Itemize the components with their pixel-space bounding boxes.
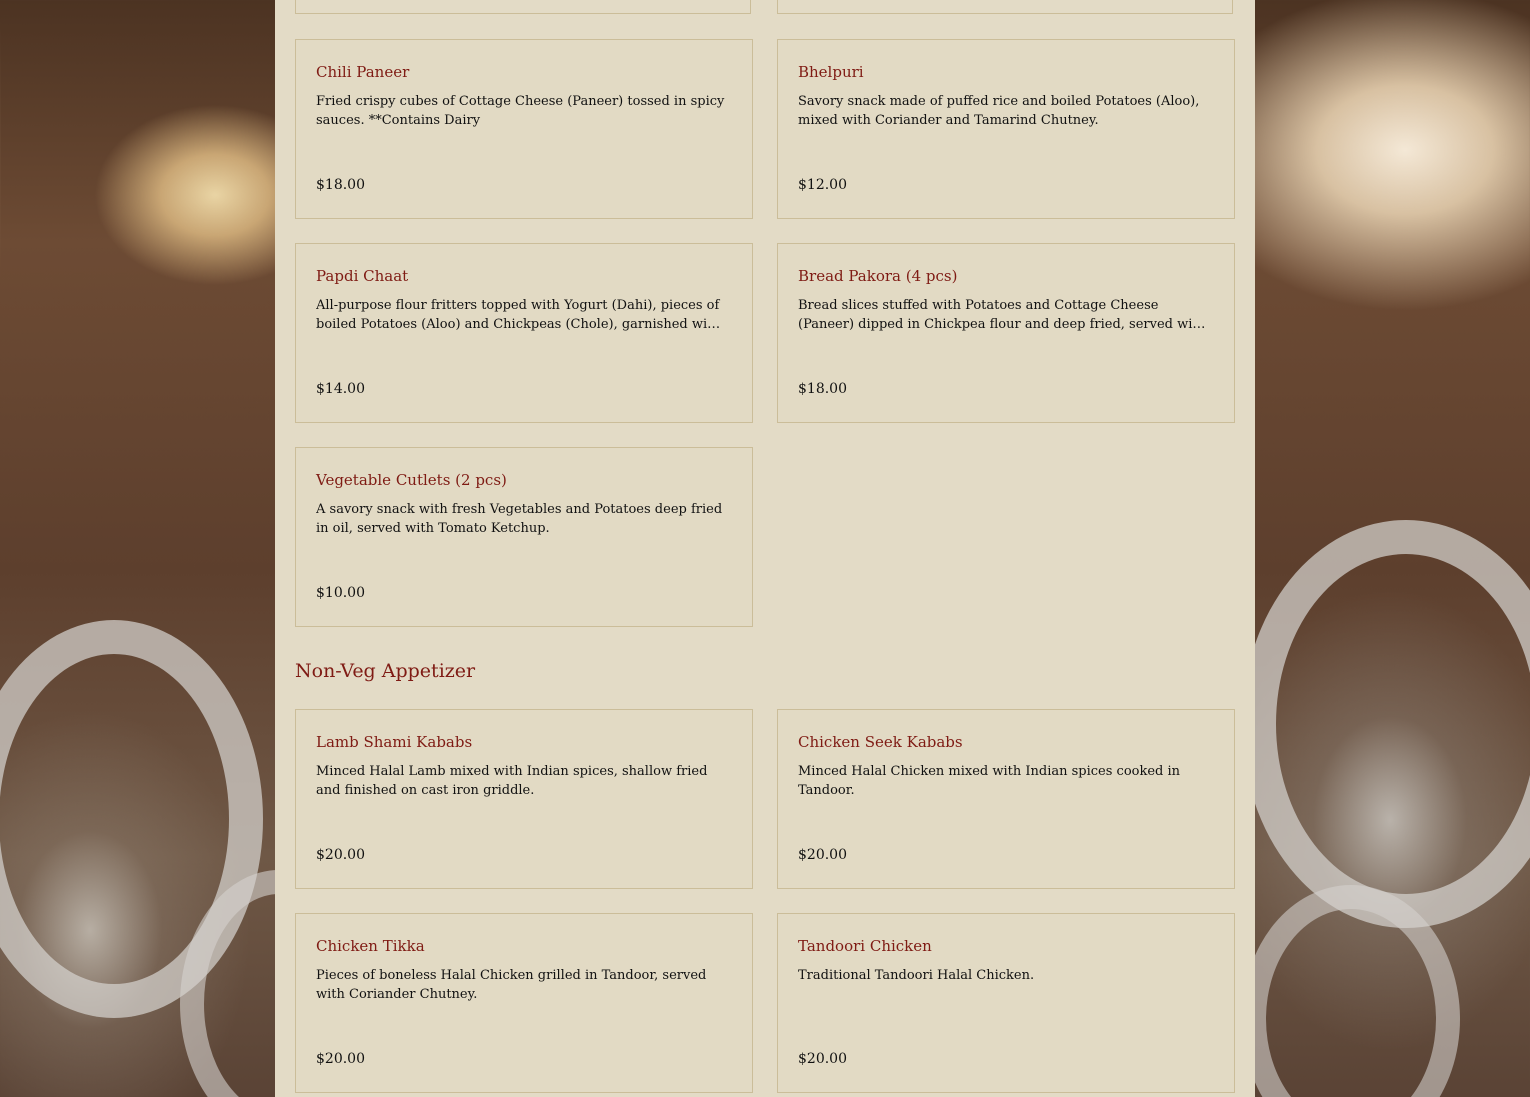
- menu-item-description: Fried crispy cubes of Cottage Cheese (Paneer) tossed in spicy sauces. **Contains Dairy: [316, 94, 725, 128]
- background-swirl-right-small: [1242, 885, 1460, 1097]
- menu-item-price: $18.00: [798, 381, 847, 397]
- section-title-non-veg-appetizer: Non-Veg Appetizer: [295, 660, 476, 682]
- partial-menu-card-left[interactable]: [295, 0, 751, 14]
- veg-appetizer-grid: [295, 39, 1235, 627]
- menu-item-card-chicken-seek-kababs[interactable]: [777, 709, 1235, 889]
- menu-item-description: All-purpose flour fritters topped with Yogurt (Dahi), pieces of boiled Potatoes (Aloo) and Chickpeas (Chole), garnished wi…: [316, 298, 721, 332]
- menu-item-price: $14.00: [316, 381, 365, 397]
- partial-menu-card-right[interactable]: [777, 0, 1233, 14]
- menu-item-price: $20.00: [798, 1051, 847, 1067]
- menu-content: [275, 0, 1255, 1093]
- menu-item-card-chili-paneer[interactable]: [295, 39, 753, 219]
- menu-item-title: Chili Paneer: [316, 63, 410, 81]
- menu-item-title: Chicken Seek Kababs: [798, 733, 963, 751]
- menu-item-title: Tandoori Chicken: [798, 937, 932, 955]
- menu-item-title: Bhelpuri: [798, 63, 864, 81]
- non-veg-appetizer-grid: [295, 709, 1235, 1093]
- menu-item-title: Chicken Tikka: [316, 937, 425, 955]
- menu-item-description: A savory snack with fresh Vegetables and Potatoes deep fried in oil, served with Tomato Ketchup.: [316, 502, 723, 536]
- menu-item-price: $12.00: [798, 177, 847, 193]
- menu-item-card-lamb-shami-kababs[interactable]: [295, 709, 753, 889]
- menu-item-card-bhelpuri[interactable]: [777, 39, 1235, 219]
- menu-item-description: Bread slices stuffed with Potatoes and Cottage Cheese (Paneer) dipped in Chickpea flour and deep fried, served wi…: [798, 298, 1206, 332]
- menu-item-price: $20.00: [316, 847, 365, 863]
- background-swirl-left-large: [0, 620, 263, 1018]
- menu-item-price: $20.00: [798, 847, 847, 863]
- menu-item-card-vegetable-cutlets[interactable]: [295, 447, 753, 627]
- menu-panel: [275, 0, 1255, 1097]
- menu-item-card-chicken-tikka[interactable]: [295, 913, 753, 1093]
- menu-item-description: Savory snack made of puffed rice and boiled Potatoes (Aloo), mixed with Coriander and Tamarind Chutney.: [798, 94, 1200, 128]
- menu-item-description: Minced Halal Lamb mixed with Indian spices, shallow fried and finished on cast iron griddle.: [316, 764, 708, 798]
- background-swirl-right-large: [1242, 520, 1530, 928]
- menu-item-title: Papdi Chaat: [316, 267, 409, 285]
- menu-item-card-bread-pakora[interactable]: [777, 243, 1235, 423]
- menu-item-title: Lamb Shami Kababs: [316, 733, 473, 751]
- menu-item-card-tandoori-chicken[interactable]: [777, 913, 1235, 1093]
- previous-cards-fragment: [295, 0, 1235, 16]
- menu-item-description: Pieces of boneless Halal Chicken grilled in Tandoor, served with Coriander Chutney.: [316, 968, 707, 1002]
- menu-item-description: Traditional Tandoori Halal Chicken.: [798, 968, 1035, 983]
- menu-item-description: Minced Halal Chicken mixed with Indian spices cooked in Tandoor.: [798, 764, 1181, 798]
- menu-item-price: $18.00: [316, 177, 365, 193]
- menu-item-price: $20.00: [316, 1051, 365, 1067]
- menu-item-title: Vegetable Cutlets (2 pcs): [316, 471, 507, 489]
- menu-item-title: Bread Pakora (4 pcs): [798, 267, 958, 285]
- menu-item-card-papdi-chaat[interactable]: [295, 243, 753, 423]
- menu-item-price: $10.00: [316, 585, 365, 601]
